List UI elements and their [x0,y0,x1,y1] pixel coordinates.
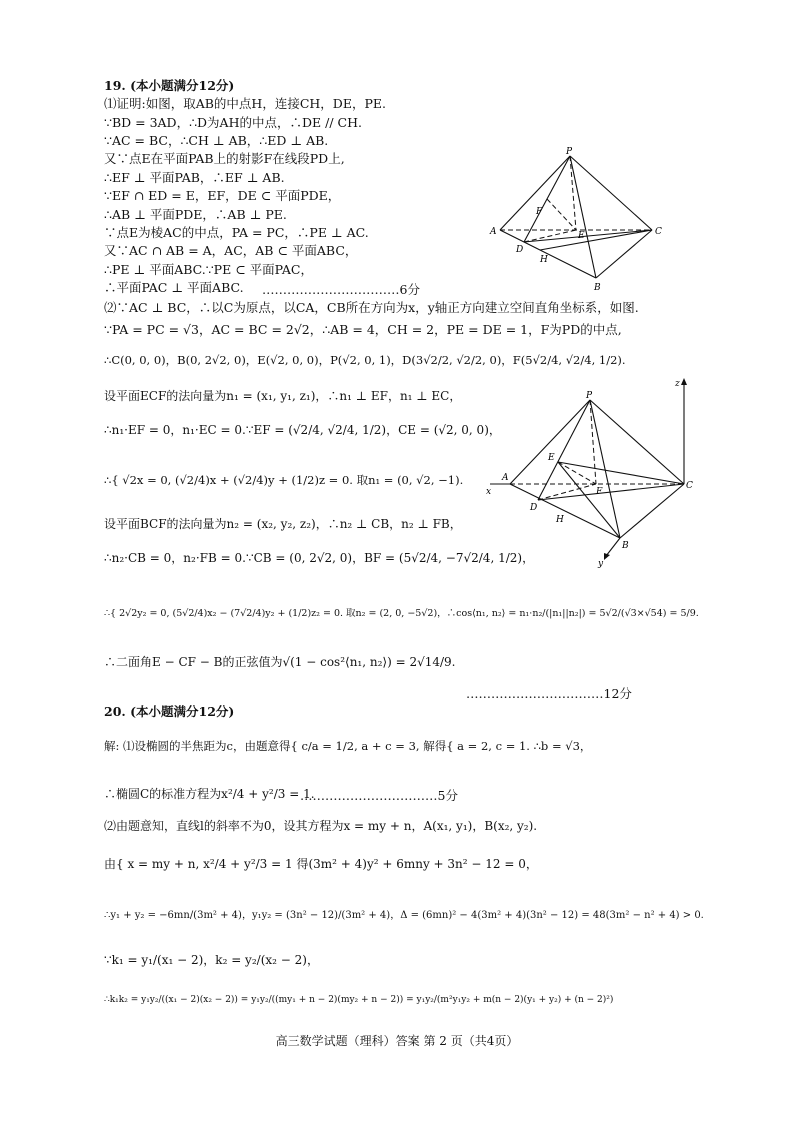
q20-line: ∴椭圆C的标准方程为x²/4 + y²/3 = 1. [104,787,315,801]
fig1-label: F [536,207,543,217]
q19-line: ∵AC = BC，∴CH ⊥ AB，∴ED ⊥ AB. [104,133,329,148]
score-marker: ……………………………12分 [466,686,632,701]
fig1-label: D [516,245,524,255]
fig1-label: E [578,231,585,241]
score-marker: ……………………………5分 [300,788,458,803]
fig1-label: C [655,227,662,237]
q19-line: ∴AB ⊥ 平面PDE，∴AB ⊥ PE. [104,207,287,222]
tetrahedron-figure [480,147,670,295]
q19-line: 又∵AC ∩ AB = A，AC，AB ⊂ 平面ABC， [104,243,358,258]
fig2-label: F [596,487,603,497]
q20-line: 由{ x = my + n, x²/4 + y²/3 = 1 得(3m² + 4)y² + 6mny + 3n² − 12 = 0， [104,857,538,871]
q19-part2-line: ∴C(0, 0, 0)，B(0, 2√2, 0)，E(√2, 0, 0)，P(√2, 0, 1)，D(3√2/2, √2/2, 0)，F(5√2/4, √2/4, 1/2). [104,353,626,367]
q19-line: ∴EF ⊥ 平面PAB，∴EF ⊥ AB. [104,170,285,185]
fig2-label: D [530,503,538,513]
fig1-label: A [490,227,497,237]
fig2-label: A [502,473,509,483]
q19-part2-line: ∴n₂·CB = 0，n₂·FB = 0.∵CB = (0, 2√2, 0)，BF = (5√2/4, −7√2/4, 1/2)， [104,551,535,565]
fig2-label: B [622,541,629,551]
fig1-label: H [540,255,548,265]
q19-part2-line: ∴{ √2x = 0, (√2/4)x + (√2/4)y + (1/2)z = 0. 取n₁ = (0, √2, −1). [104,473,464,487]
fig2-label: y [598,559,604,569]
q20-line: 解: ⑴设椭圆的半焦距为c，由题意得{ c/a = 1/2, a + c = 3, 解得{ a = 2, c = 1. ∴b = √3， [104,739,592,753]
q20-line: ∵k₁ = y₁/(x₁ − 2)，k₂ = y₂/(x₂ − 2)， [104,953,319,967]
q20-line: ∴k₁k₂ = y₁y₂/((x₁ − 2)(x₂ − 2)) = y₁y₂/((my₁ + n − 2)(my₂ + n − 2)) = y₁y₂/(m²y₁y₂ + m(n − 2)(y₁ + y₂) + (n − 2)²) [104,995,614,1005]
q19-part2-line: ∴{ 2√2y₂ = 0, (5√2/4)x₂ − (7√2/4)y₂ + (1/2)z₂ = 0. 取n₂ = (2, 0, −5√2)，∴cos⟨n₁, n₂⟩ = n₁·n₂/(|n₁||n₂|) = 5√2/(√3×√54) = 5/9. [104,608,699,619]
coordinate-figure [482,378,692,568]
q20-line: ∴y₁ + y₂ = −6mn/(3m² + 4)，y₁y₂ = (3n² − 12)/(3m² + 4)，Δ = (6mn)² − 4(3m² + 4)(3n² − 12) = 48(3m² − n² + 4) > 0. [104,910,704,921]
q19-part2-line: 设平面ECF的法向量为n₁ = (x₁, y₁, z₁)，∴n₁ ⊥ EF，n₁ ⊥ EC， [104,389,462,403]
q19-part2-line: ∵PA = PC = √3，AC = BC = 2√2，∴AB = 4，CH = 2，PE = DE = 1，F为PD的中点, [104,322,622,337]
q19-line: ⑴证明:如图，取AB的中点H，连接CH，DE，PE. [104,96,386,111]
q19-line: ∴平面PAC ⊥ 平面ABC. [104,280,244,295]
q19-title: 19. (本小题满分12分) [104,78,235,93]
fig1-label: P [566,147,573,157]
q19-part2-line: ∴n₁·EF = 0，n₁·EC = 0.∵EF = (√2/4, √2/4, 1/2)，CE = (√2, 0, 0)， [104,423,501,437]
q19-line: ∵EF ∩ ED = E，EF，DE ⊂ 平面PDE， [104,188,341,203]
q19-part2-line: 设平面BCF的法向量为n₂ = (x₂, y₂, z₂)，∴n₂ ⊥ CB，n₂ ⊥ FB， [104,517,462,531]
fig2-label: H [556,515,564,525]
q19-line: ∴PE ⊥ 平面ABC.∵PE ⊂ 平面PAC， [104,262,313,277]
fig1-label: B [594,283,601,293]
q19-line: ∵点E为棱AC的中点，PA = PC，∴PE ⊥ AC. [104,225,369,240]
page-footer: 高三数学试题（理科）答案 第 2 页（共4页） [275,1034,519,1048]
fig2-label: z [675,379,680,389]
q19-part2-line: ⑵∵AC ⊥ BC，∴以C为原点，以CA，CB所在方向为x，y轴正方向建立空间直角坐标系，如图. [104,300,639,315]
fig2-label: P [586,391,593,401]
fig2-label: x [486,487,492,497]
q20-title: 20. (本小题满分12分) [104,704,235,719]
q20-line: ⑵由题意知，直线l的斜率不为0，设其方程为x = my + n，A(x₁, y₁)，B(x₂, y₂). [104,819,538,833]
q19-line: 又∵点E在平面PAB上的射影F在线段PD上, [104,151,345,166]
q19-line: ∵BD = 3AD，∴D为AH的中点，∴DE // CH. [104,115,362,130]
fig2-label: E [548,453,555,463]
fig2-label: C [686,481,693,491]
score-marker: ……………………………6分 [262,282,420,297]
q19-part2-line: ∴二面角E − CF − B的正弦值为√(1 − cos²⟨n₁, n₂⟩) = 2√14/9. [104,655,456,669]
